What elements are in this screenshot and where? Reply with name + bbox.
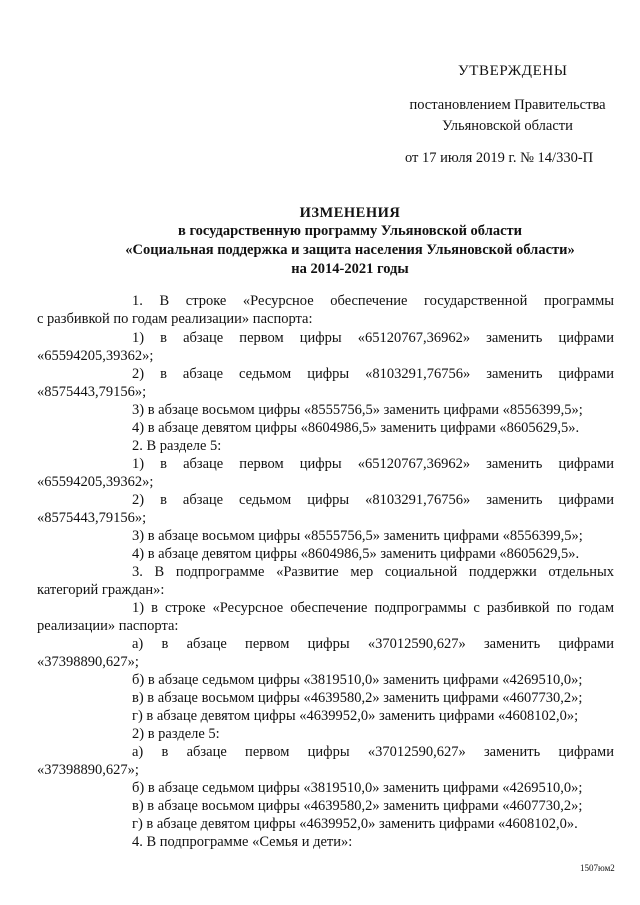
body-line: в) в абзаце восьмом цифры «4639580,2» заменить цифрами «4607730,2»; (132, 690, 583, 706)
body-line: «65594205,39362»; (37, 348, 154, 364)
body-line: г) в абзаце девятом цифры «4639952,0» заменить цифрами «4608102,0»; (132, 708, 579, 724)
body-line: «8575443,79156»; (37, 510, 147, 526)
decree-line-1: постановлением Правительства (409, 97, 606, 113)
body-line: 2) в абзаце седьмом цифры «8103291,76756» заменить цифрами (132, 366, 614, 382)
body-line: б) в абзаце седьмом цифры «3819510,0» заменить цифрами «4269510,0»; (132, 672, 583, 688)
body-line: категорий граждан»: (37, 582, 165, 598)
body-line: «65594205,39362»; (37, 474, 154, 490)
body-line: в) в абзаце восьмом цифры «4639580,2» заменить цифрами «4607730,2»; (132, 798, 583, 814)
body-line: а) в абзаце первом цифры «37012590,627» заменить цифрами (132, 744, 614, 760)
body-line: с разбивкой по годам реализации» паспорта: (37, 311, 313, 327)
decree-line-2: Ульяновской области (442, 118, 573, 134)
decree-date-number: от 17 июля 2019 г. № 14/330-П (405, 150, 594, 166)
body-line: 2. В разделе 5: (132, 438, 222, 454)
body-line: 1) в абзаце первом цифры «65120767,36962» заменить цифрами (132, 330, 614, 346)
body-line: 2) в абзаце седьмом цифры «8103291,76756» заменить цифрами (132, 492, 614, 508)
body-line: 1) в строке «Ресурсное обеспечение подпрограммы с разбивкой по годам (132, 600, 614, 616)
document-title: ИЗМЕНЕНИЯ (299, 205, 401, 221)
title-line-1: в государственную программу Ульяновской области (177, 223, 522, 239)
title-line-3: на 2014-2021 годы (291, 261, 409, 277)
body-line: «37398890,627»; (37, 654, 139, 670)
body-line: 4) в абзаце девятом цифры «8604986,5» заменить цифрами «8605629,5». (132, 420, 580, 436)
body-line: 1. В строке «Ресурсное обеспечение государственной программы (132, 293, 614, 309)
body-line: «8575443,79156»; (37, 384, 147, 400)
body-line: 4) в абзаце девятом цифры «8604986,5» заменить цифрами «8605629,5». (132, 546, 580, 562)
body-line: г) в абзаце девятом цифры «4639952,0» заменить цифрами «4608102,0». (132, 816, 578, 832)
body-line: 4. В подпрограмме «Семья и дети»: (132, 834, 353, 850)
body-line: 3. В подпрограмме «Развитие мер социальной поддержки отдельных (132, 564, 614, 580)
footer-code: 1507юм2 (580, 863, 615, 873)
body-line: 1) в абзаце первом цифры «65120767,36962» заменить цифрами (132, 456, 614, 472)
body-line: а) в абзаце первом цифры «37012590,627» заменить цифрами (132, 636, 614, 652)
title-line-2: «Социальная поддержка и защита населения Ульяновской области» (125, 242, 575, 258)
body-line: 3) в абзаце восьмом цифры «8555756,5» заменить цифрами «8556399,5»; (132, 528, 583, 544)
body-line: 3) в абзаце восьмом цифры «8555756,5» заменить цифрами «8556399,5»; (132, 402, 583, 418)
body-line: «37398890,627»; (37, 762, 139, 778)
body-line: б) в абзаце седьмом цифры «3819510,0» заменить цифрами «4269510,0»; (132, 780, 583, 796)
body-line: реализации» паспорта: (37, 618, 179, 634)
body-line: 2) в разделе 5: (132, 726, 220, 742)
approved-heading: УТВЕРЖДЕНЫ (458, 63, 568, 79)
